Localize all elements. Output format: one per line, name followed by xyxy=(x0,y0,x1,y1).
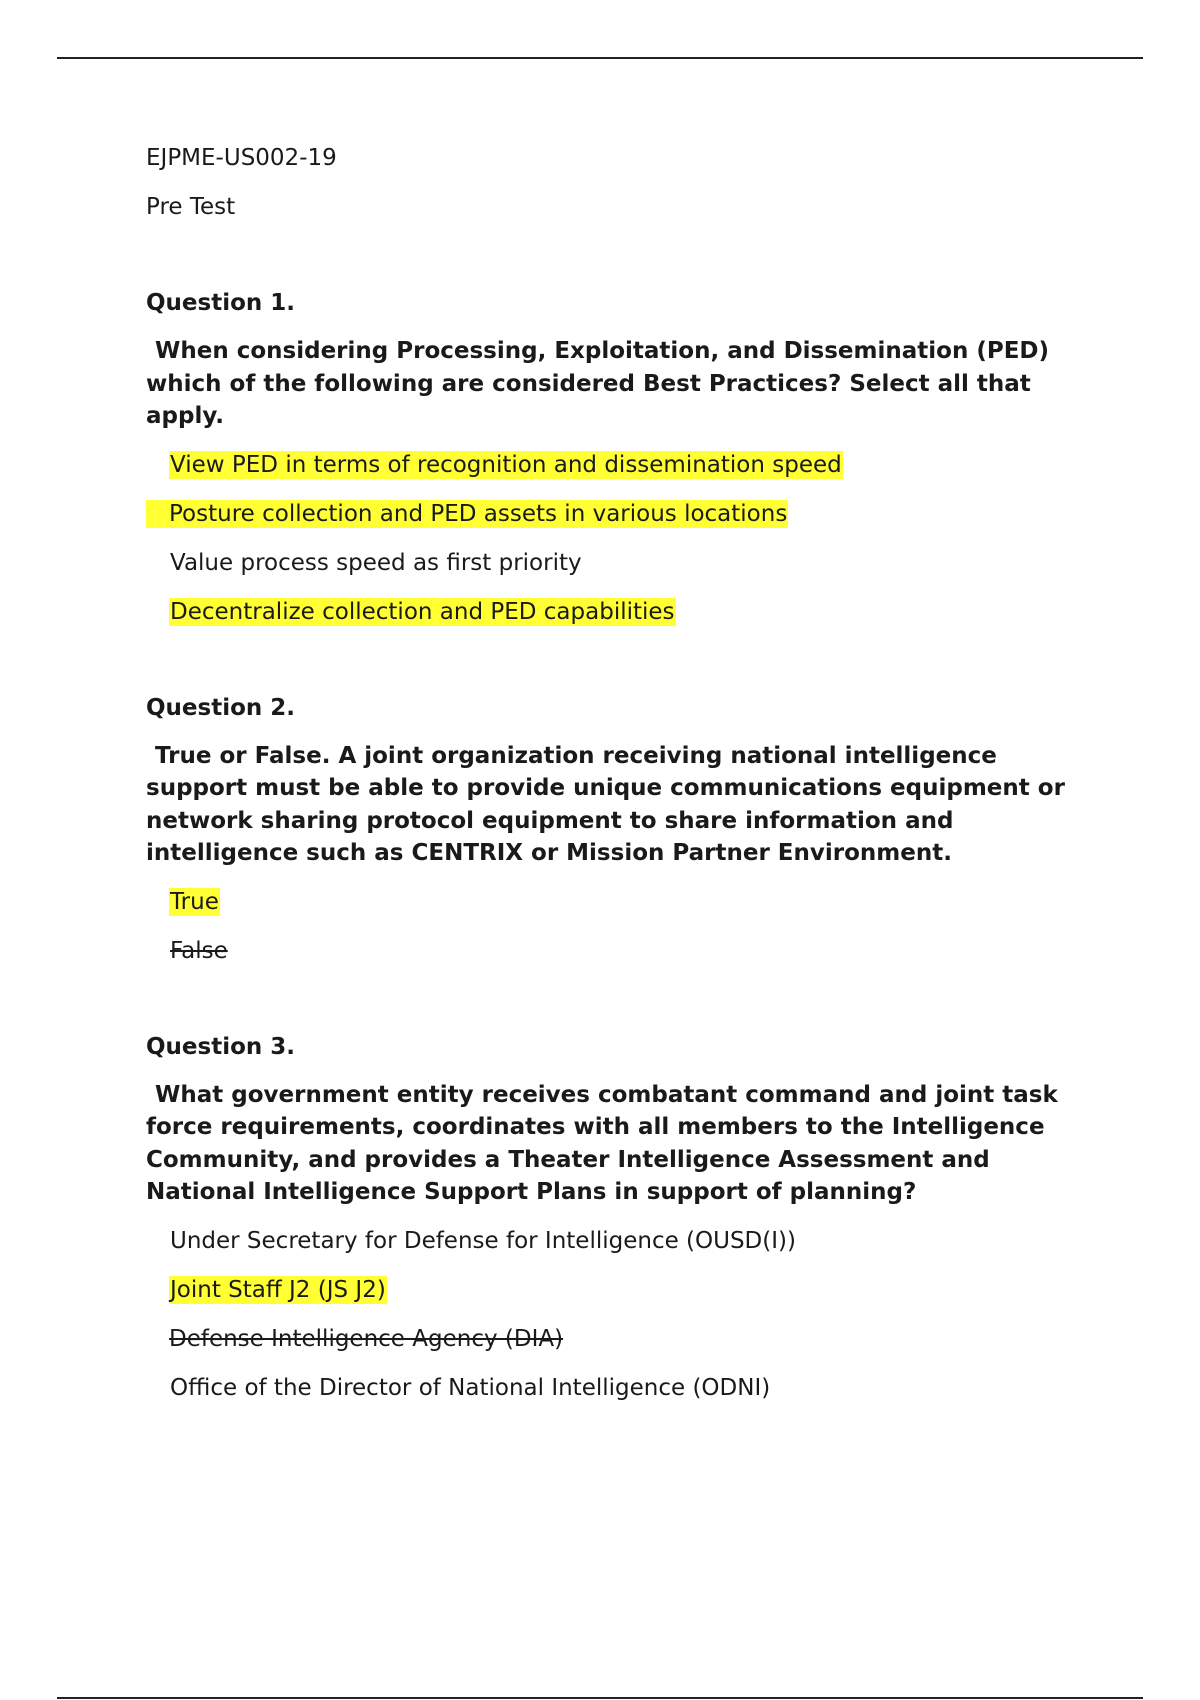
answer-option[interactable] xyxy=(146,1323,1086,1355)
answer-option-label: Decentralize collection and PED capabilities xyxy=(170,598,675,625)
answer-option-label: Office of the Director of National Intelligence (ODNI) xyxy=(170,1374,771,1401)
answer-option[interactable] xyxy=(146,449,1086,481)
answer-option-label: View PED in terms of recognition and dissemination speed xyxy=(170,451,842,478)
answer-option-label: Posture collection and PED assets in various locations xyxy=(146,500,788,528)
answer-option[interactable] xyxy=(146,1372,1086,1404)
answer-option-label: Value process speed as first priority xyxy=(170,549,582,576)
answer-option-label: False xyxy=(170,937,228,964)
answer-option[interactable] xyxy=(146,1274,1086,1306)
question-text-content: What government entity receives combatant command and joint task force requirements, coordinates with all members to the Intelligence Community, and provides a Theater Intelligence Assessment and National Intelligence Support Plans in support of planning? xyxy=(146,1081,1058,1205)
answer-option[interactable] xyxy=(146,498,1086,530)
question-text xyxy=(146,335,1086,433)
answer-option-label: Defense Intelligence Agency (DIA) xyxy=(169,1325,564,1352)
answer-option-label: Joint Staff J2 (JS J2) xyxy=(170,1276,386,1303)
answer-option[interactable] xyxy=(146,1225,1086,1257)
answer-option-label: True xyxy=(170,888,219,915)
question-number: Question 2. xyxy=(146,694,296,721)
question-text xyxy=(146,740,1086,870)
question-text xyxy=(146,1079,1086,1209)
question-number: Question 1. xyxy=(146,290,296,316)
question-1 xyxy=(146,287,1086,628)
question-text-content: When considering Processing, Exploitation, and Dissemination (PED) which of the following are considered Best Practices? Select all that apply. xyxy=(146,338,1050,429)
question-text-content: True or False. A joint organization receiving national intelligence support must be able to provide unique communications equipment or network sharing protocol equipment to share information and intelligence such as CENTRIX or Mission Partner Environment. xyxy=(146,742,1065,866)
answer-option[interactable] xyxy=(146,886,1086,918)
answer-option-label: Under Secretary for Defense for Intelligence (OUSD(I)) xyxy=(170,1227,796,1254)
answer-option[interactable] xyxy=(146,596,1086,628)
course-code: EJPME-US002-19 xyxy=(146,145,337,171)
document-type: Pre Test xyxy=(146,194,236,220)
document-body xyxy=(146,142,1086,1421)
answer-option[interactable] xyxy=(146,547,1086,579)
question-number: Question 3. xyxy=(146,1033,296,1060)
question-3 xyxy=(146,1031,1086,1404)
question-2 xyxy=(146,692,1086,967)
top-rule xyxy=(57,57,1143,59)
answer-option[interactable] xyxy=(146,935,1086,967)
bottom-rule xyxy=(57,1697,1143,1699)
